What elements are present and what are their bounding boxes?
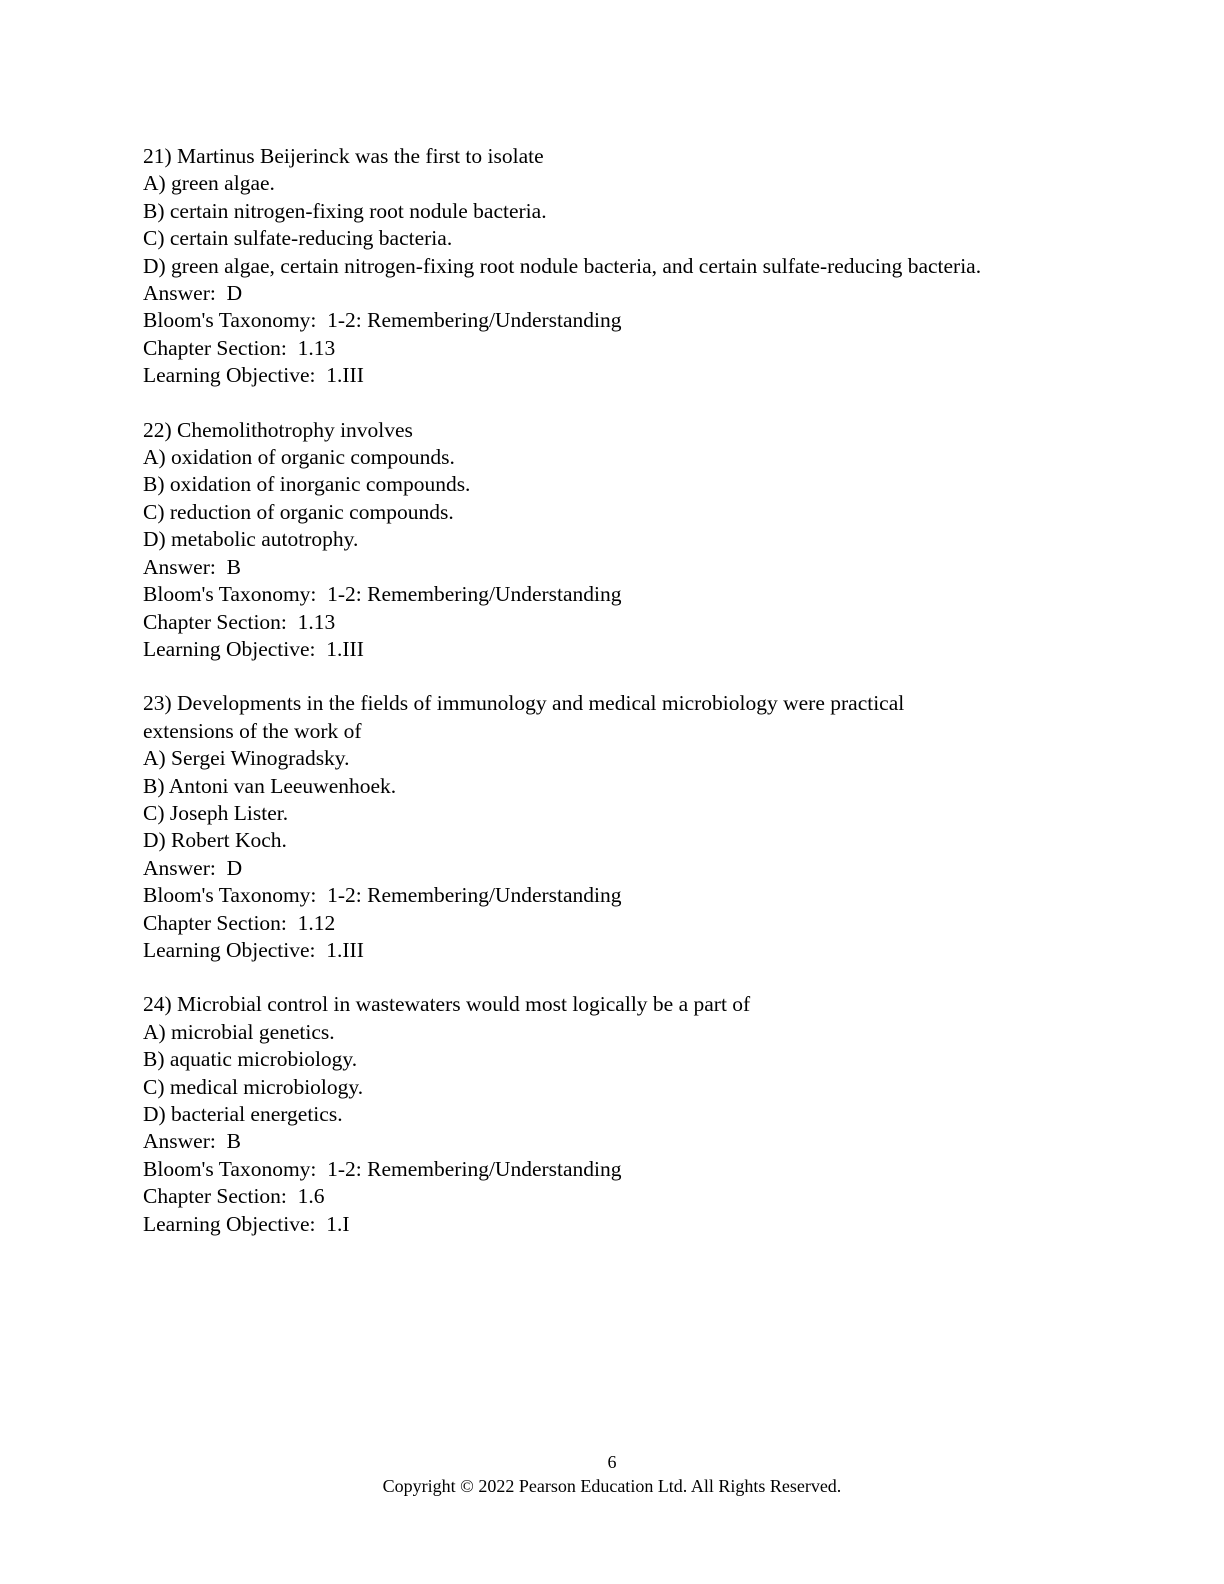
answer: Answer: D [143,281,243,306]
answer: Answer: B [143,1129,241,1154]
question-24 [143,991,1143,1238]
question-stem: 22) Chemolithotrophy involves [143,417,413,442]
blooms-taxonomy: Bloom's Taxonomy: 1-2: Remembering/Understanding [143,1156,622,1181]
option-b: B) Antoni van Leeuwenhoek. [143,773,397,798]
page-footer [0,1450,1224,1498]
option-a: A) oxidation of organic compounds. [143,445,455,470]
blooms-taxonomy: Bloom's Taxonomy: 1-2: Remembering/Understanding [143,582,622,607]
answer: Answer: B [143,554,241,579]
option-a: A) green algae. [143,171,275,196]
chapter-section: Chapter Section: 1.13 [143,609,336,634]
chapter-section: Chapter Section: 1.13 [143,335,336,360]
question-stem: 24) Microbial control in wastewaters would most logically be a part of [143,992,751,1017]
option-a: A) microbial genetics. [143,1019,335,1044]
learning-objective: Learning Objective: 1.I [143,1211,350,1236]
page-content [143,143,1143,1265]
option-d: D) Robert Koch. [143,828,287,853]
option-d: D) green algae, certain nitrogen-fixing root nodule bacteria, and certain sulfate-reducing bacteria. [143,253,982,278]
option-c: C) reduction of organic compounds. [143,499,454,524]
option-c: C) certain sulfate-reducing bacteria. [143,226,453,251]
chapter-section: Chapter Section: 1.6 [143,1184,325,1209]
option-d: D) metabolic autotrophy. [143,527,359,552]
option-d: D) bacterial energetics. [143,1102,343,1126]
option-c: C) medical microbiology. [143,1074,364,1099]
learning-objective: Learning Objective: 1.III [143,636,364,661]
option-b: B) certain nitrogen-fixing root nodule bacteria. [143,198,547,223]
option-b: B) oxidation of inorganic compounds. [143,472,471,497]
option-a: A) Sergei Winogradsky. [143,746,350,771]
question-stem: 23) Developments in the fields of immunology and medical microbiology were practical [143,691,905,716]
question-23 [143,690,1143,964]
learning-objective: Learning Objective: 1.III [143,363,364,388]
answer: Answer: D [143,855,243,880]
copyright-notice: Copyright © 2022 Pearson Education Ltd. All Rights Reserved. [382,1476,842,1496]
option-b: B) aquatic microbiology. [143,1047,358,1072]
page-number: 6 [607,1452,617,1472]
question-21 [143,143,1143,390]
question-stem: 21) Martinus Beijerinck was the first to isolate [143,144,544,168]
learning-objective: Learning Objective: 1.III [143,937,364,962]
blooms-taxonomy: Bloom's Taxonomy: 1-2: Remembering/Understanding [143,308,622,333]
chapter-section: Chapter Section: 1.12 [143,910,336,935]
question-stem-continued: extensions of the work of [143,718,362,743]
question-22 [143,417,1143,664]
blooms-taxonomy: Bloom's Taxonomy: 1-2: Remembering/Understanding [143,883,622,908]
option-c: C) Joseph Lister. [143,800,289,825]
